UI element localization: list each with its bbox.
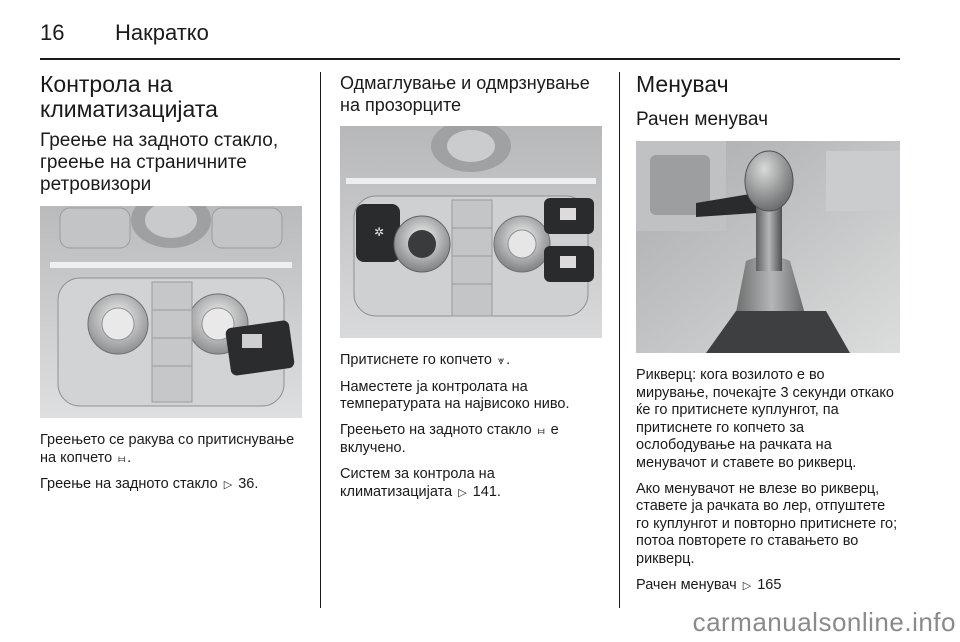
paragraph-press-button [340,352,602,371]
text-is-on: е вклучено. [340,421,559,457]
subheading-manual-transmission: Рачен менувач [636,109,768,130]
column-divider-right [619,72,620,608]
section-heading-transmission: Менувач [636,71,729,97]
paragraph-rear-window-reference [40,476,302,495]
paragraph-heating-operation [40,432,302,468]
svg-text:✲: ✲ [374,225,385,239]
text-period: . [127,449,132,466]
section-heading-climate: Контрола на климатизацијата [40,71,218,122]
subheading-rear-heating: Греење на задното стакло, греење на страничните ретровизори [40,130,279,195]
text-manual-transmission: Рачен менувач [636,576,741,593]
running-head: Накратко [115,20,209,45]
demisting-panel-photo [340,126,602,338]
text-climate-system: Систем за контрола на климатизацијата [340,465,495,500]
header-rule [40,58,900,60]
column-transmission [636,72,900,603]
text-press-button: Притиснете го копчето [340,352,496,368]
page-reference[interactable]: 165 [753,576,782,593]
text-period: . [506,352,511,368]
paragraph-set-temperature: Наместете ја контролата на температурата на највисоко ниво. [340,378,570,413]
page-number: 16 [40,20,65,45]
paragraph-climate-reference [340,466,602,502]
column-demisting [340,72,602,510]
paragraph-reverse-retry: Ако менувачот не влезе во рикверц, ставете ја рачката во лер, отпуштете го куплунгот и повторно притиснете го; потоа повторете го ставањето во рикверц. [636,480,898,567]
column-divider-left [320,72,321,608]
text-rear-window-heating: Греење на задното стакло [40,476,222,493]
section-heading-demisting: Одмаглување и одмрзнување на прозорците [340,73,590,115]
watermark: carmanualsonline.info [692,607,956,637]
page-reference-icon: ▷ [223,479,233,492]
page-reference-icon: ▷ [458,486,467,499]
paragraph-rear-heating-on [340,422,602,458]
page-reference[interactable]: 141. [468,483,501,500]
paragraph-manual-reference [636,577,900,596]
text-heating-operation: Греењето се ракува со притиснување на копчето [40,432,295,466]
page-reference-icon: ▷ [742,579,752,592]
paragraph-reverse-gear: Рикверц: кога возилото е во мирување, почекајте 3 секунди откако ќе го притиснете куплунгот, па притиснете го копчето за ослободување на рачката на менувачот и ставете во рикверц. [636,367,894,471]
climate-panel-photo [40,206,302,418]
windscreen-demist-icon: ⩔ [497,355,505,367]
rear-window-heating-icon: ⧦ [537,424,545,437]
page-reference[interactable]: 36. [234,476,259,493]
gear-lever-photo [636,141,900,353]
text-rear-heating: Греењето на задното стакло [340,421,536,438]
rear-window-heating-icon: ⧦ [118,452,126,465]
column-climate-control [40,72,302,503]
